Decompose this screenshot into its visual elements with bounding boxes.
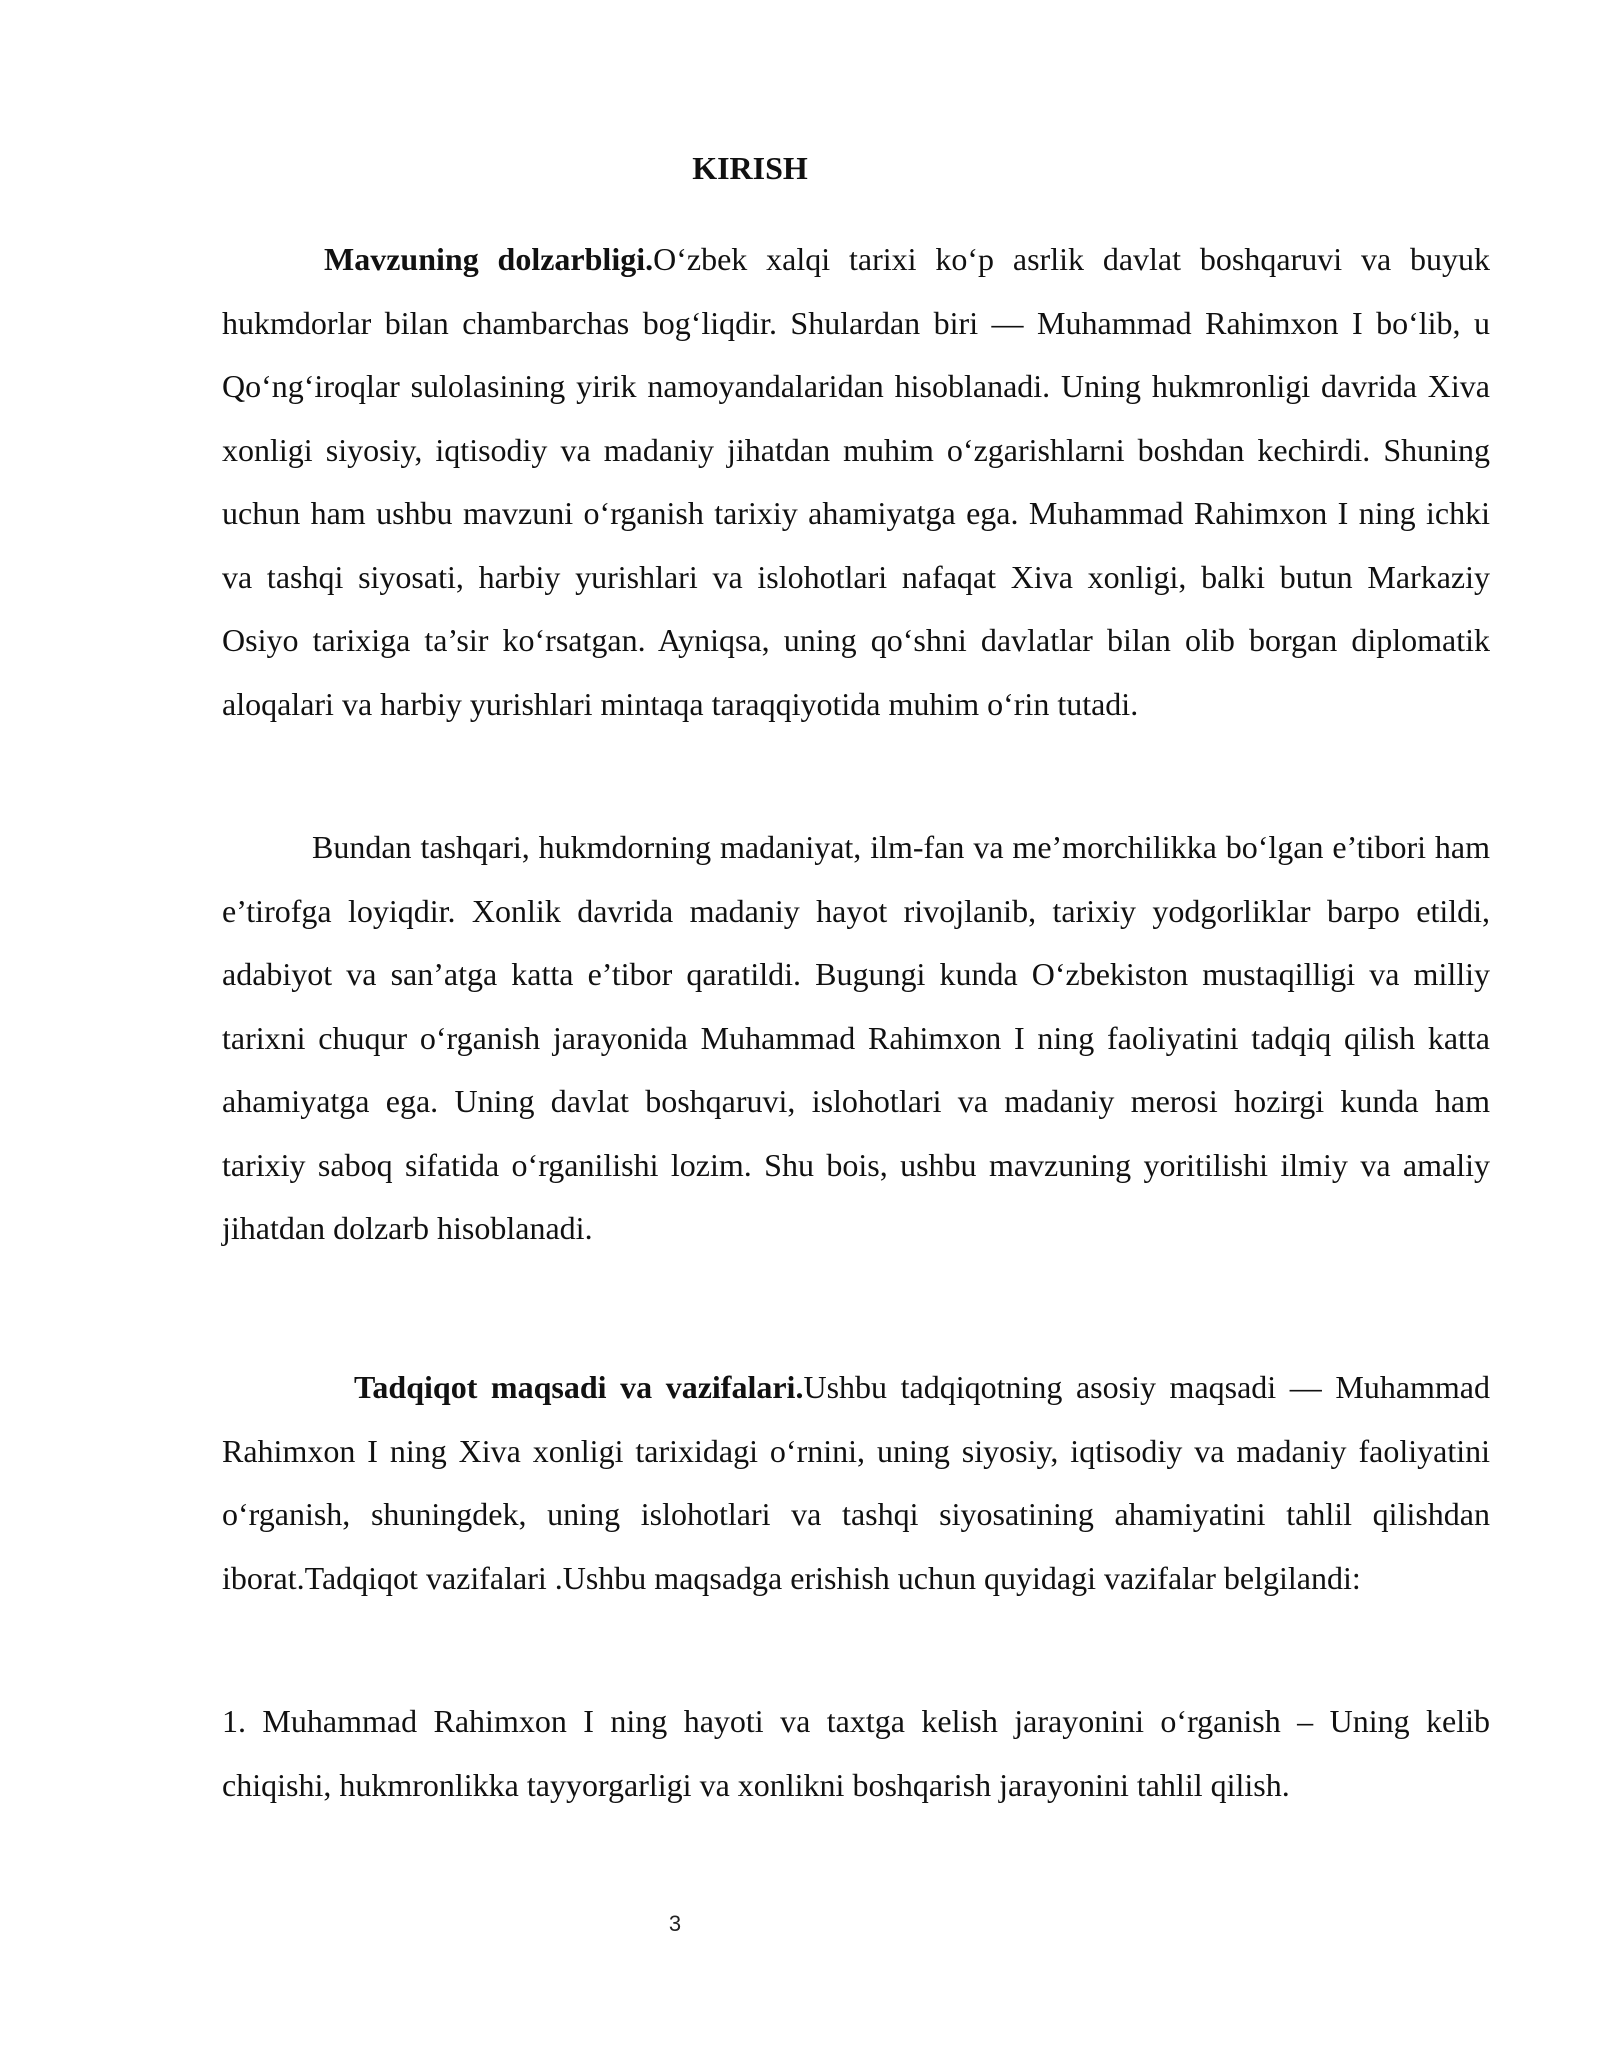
page-number: 3 [668, 1911, 682, 1936]
paragraph-goals [222, 1356, 1490, 1610]
section-heading: KIRISH [692, 150, 808, 186]
paragraph-text: O‘zbek xalqi tarixi ko‘p asrlik davlat boshqaruvi va buyuk hukmdorlar bilan chambarchas bog‘liqdir. Shulardan biri — Muhammad Rahimxon I bo‘lib, u Qo‘ng‘iroqlar sulolasining yirik namoyandalaridan hisoblanadi. Uning hukmronligi davrida Xiva xonligi siyosiy, iqtisodiy va madaniy jihatdan muhim o‘zgarishlarni boshdan kechirdi. Shuning uchun ham ushbu mavzuni o‘rganish tarixiy ahamiyatga ega. Muhammad Rahimxon I ning ichki va tashqi siyosati, harbiy yurishlari va islohotlari nafaqat Xiva xonligi, balki butun Markaziy Osiyo tarixiga ta’sir ko‘rsatgan. Ayniqsa, uning qo‘shni davlatlar bilan olib borgan diplomatik aloqalari va harbiy yurishlari mintaqa taraqqiyotida muhim o‘rin tutadi. [222, 241, 1491, 722]
paragraph-text: Bundan tashqari, hukmdorning madaniyat, ilm-fan va me’morchilikka bo‘lgan e’tibori ham e’tirofga loyiqdir. Xonlik davrida madaniy hayot rivojlanib, tarixiy yodgorliklar barpo etildi, adabiyot va san’atga katta e’tibor qaratildi. Bugungi kunda O‘zbekiston mustaqilligi va milliy tarixni chuqur o‘rganish jarayonida Muhammad Rahimxon I ning faoliyatini tadqiq qilish katta ahamiyatga ega. Uning davlat boshqaruvi, islohotlari va madaniy merosi hozirgi kunda ham tarixiy saboq sifatida o‘rganilishi lozim. Shu bois, ushbu mavzuning yoritilishi ilmiy va amaliy jihatdan dolzarb hisoblanadi. [222, 829, 1490, 1246]
paragraph-lead: Mavzuning dolzarbligi. [324, 241, 654, 277]
paragraph-text: 1. Muhammad Rahimxon I ning hayoti va taxtga kelish jarayonini o‘rganish – Uning kelib chiqishi, hukmronlikka tayyorgarligi va xonlikni boshqarish jarayonini tahlil qilish. [222, 1703, 1490, 1803]
paragraph-relevance [222, 228, 1490, 736]
paragraph-text: Ushbu tadqiqotning asosiy maqsadi — Muhammad Rahimxon I ning Xiva xonligi tarixidagi o‘rnini, uning siyosiy, iqtisodiy va madaniy faoliyatini o‘rganish, shuningdek, uning islohotlari va tashqi siyosatining ahamiyatini tahlil qilishdan iborat.Tadqiqot vazifalari .Ushbu maqsadga erishish uchun quyidagi vazifalar belgilandi: [222, 1369, 1491, 1596]
paragraph-lead: Tadqiqot maqsadi va vazifalari. [354, 1369, 804, 1405]
paragraph-culture [222, 816, 1490, 1261]
numbered-task-item [222, 1690, 1490, 1817]
